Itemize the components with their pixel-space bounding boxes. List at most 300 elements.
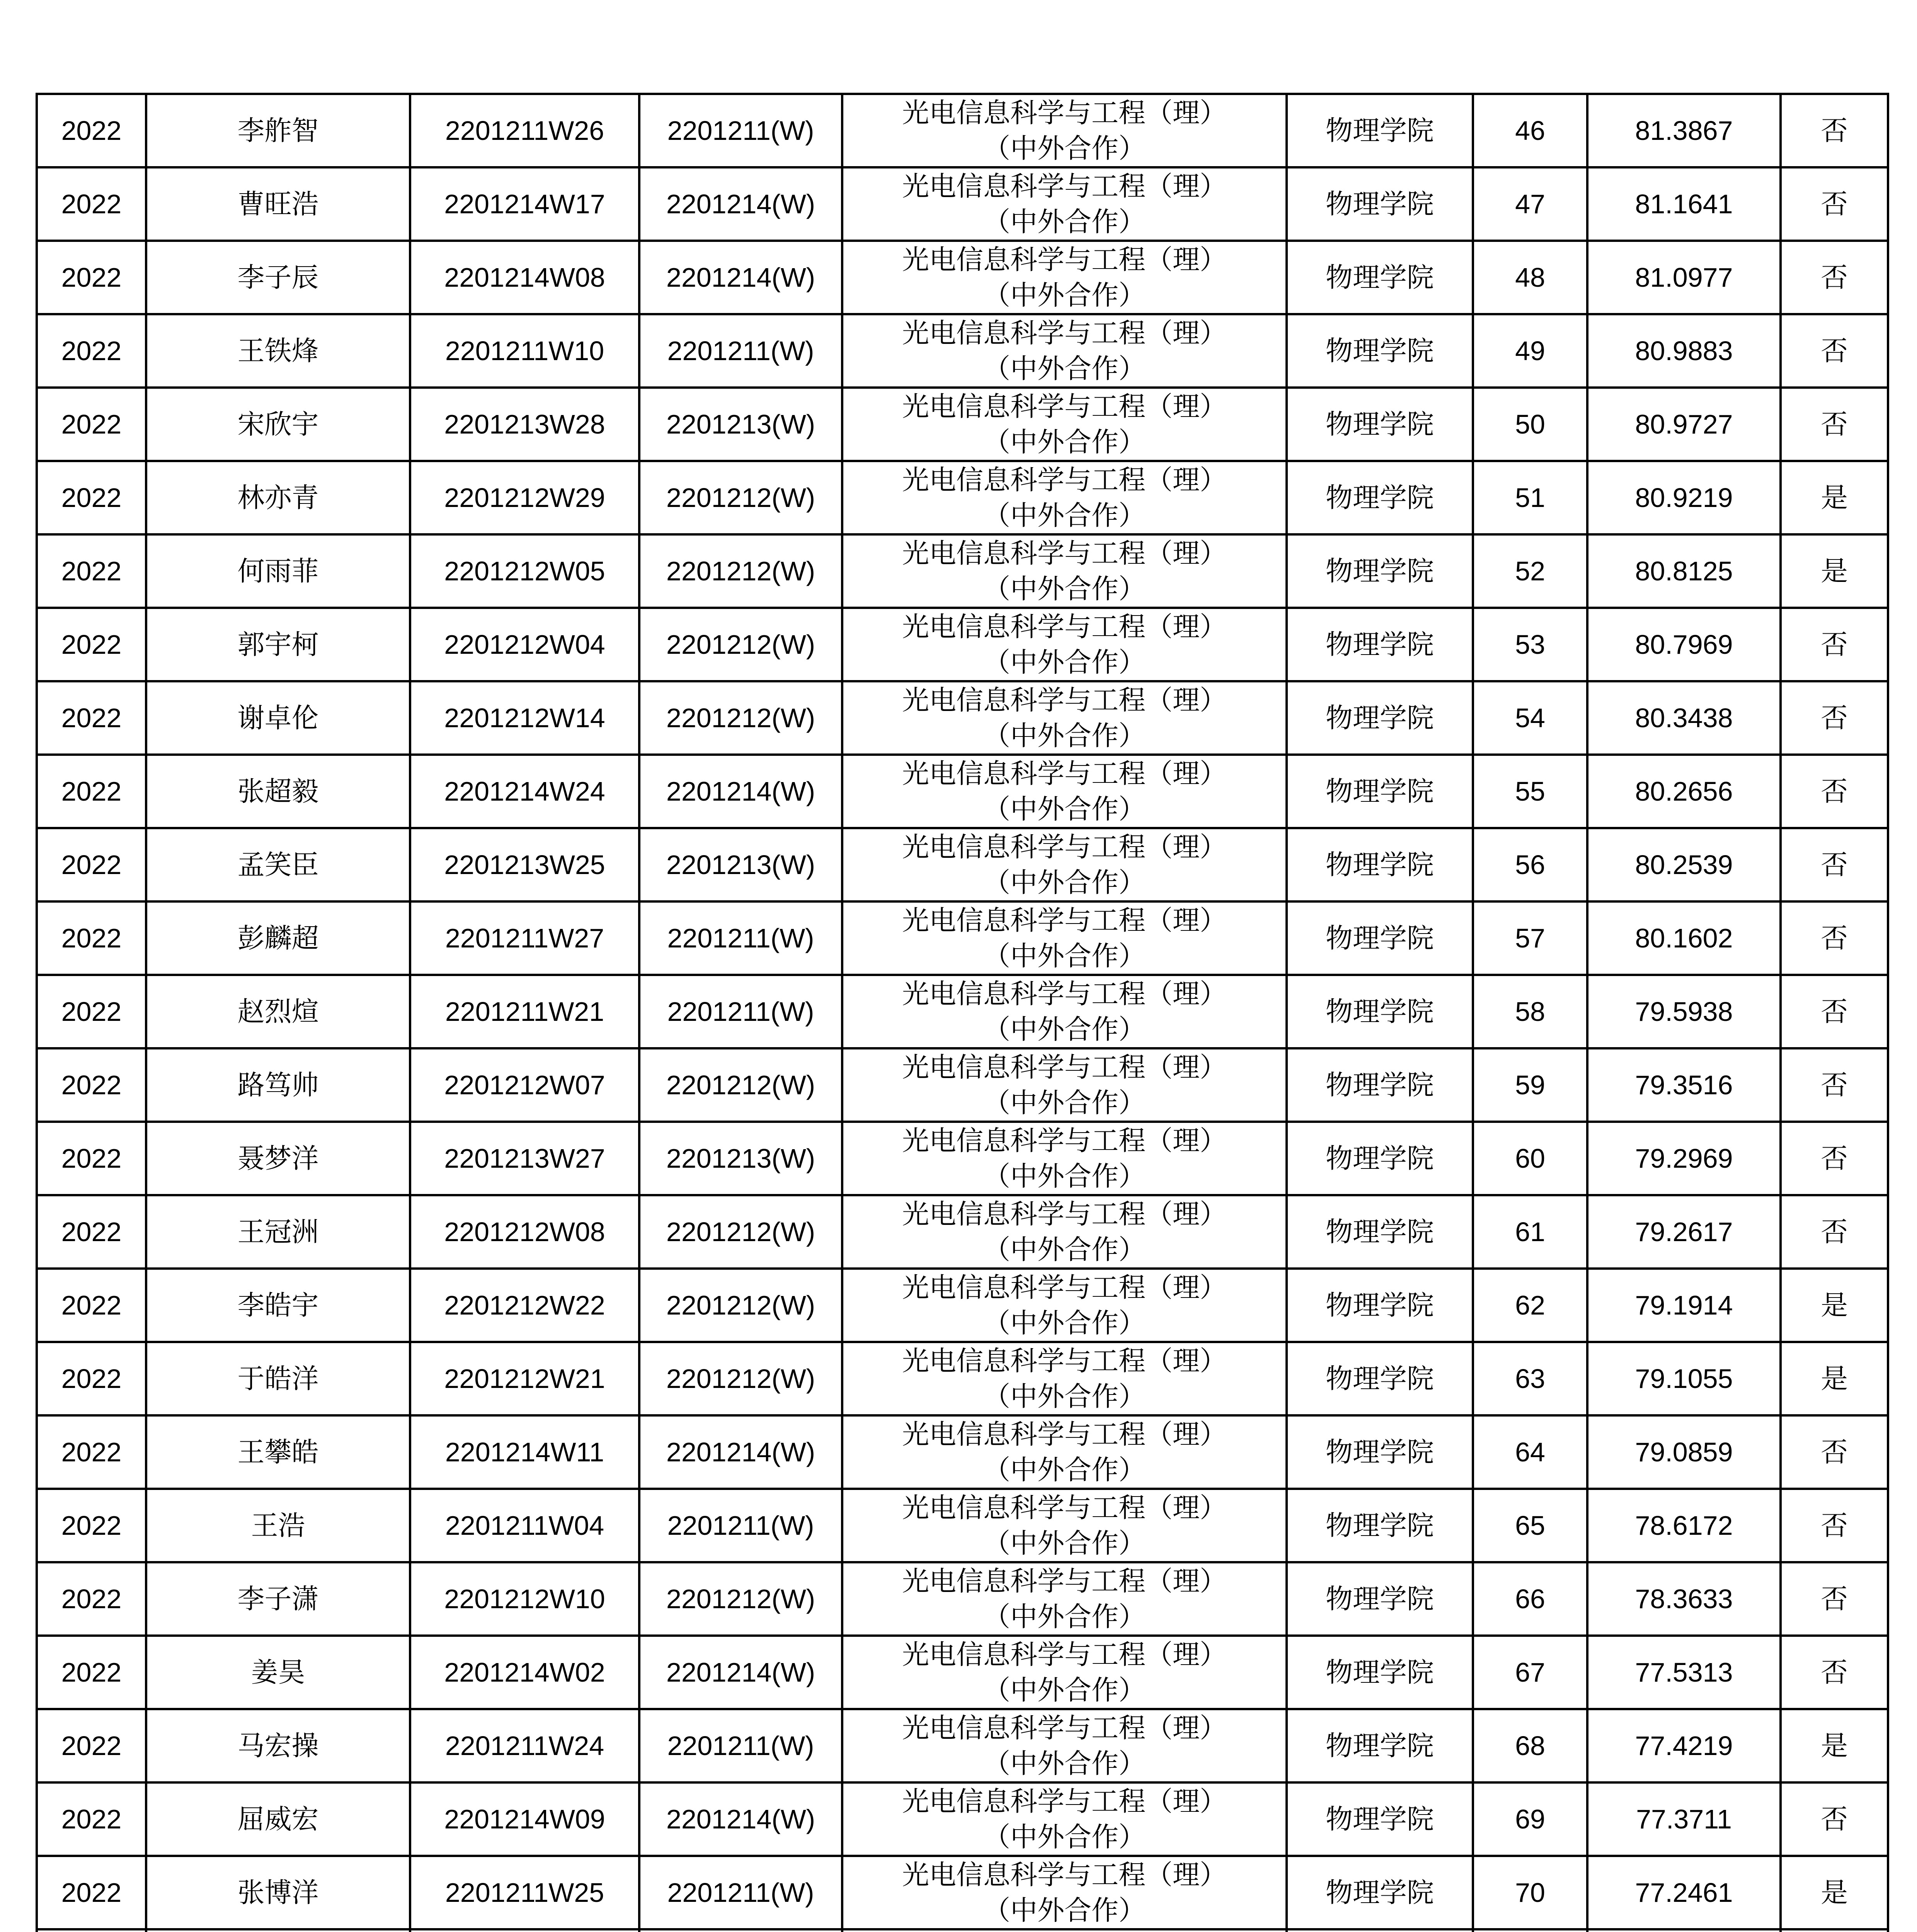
class-cell: 2201212(W) (639, 1048, 842, 1122)
year-cell: 2022 (37, 608, 146, 681)
major-line2: （中外合作） (983, 1601, 1146, 1633)
student-id-cell: 2201211W10 (410, 314, 639, 388)
score-cell: 79.3516 (1587, 1048, 1781, 1122)
year-cell: 2022 (37, 461, 146, 534)
major-cell (842, 1122, 1287, 1195)
major-cell (842, 1929, 1287, 1932)
major-line1: 光电信息科学与工程（理） (902, 537, 1227, 569)
table-row (37, 975, 1888, 1048)
major-line2: （中外合作） (983, 1160, 1146, 1192)
table-row (37, 388, 1888, 461)
student-name-cell: 姜昊 (146, 1636, 410, 1709)
student-name-cell: 郭宇柯 (146, 608, 410, 681)
major-cell (842, 828, 1287, 901)
major-line2: （中外合作） (983, 1381, 1146, 1412)
major-line2: （中外合作） (983, 646, 1146, 678)
score-cell: 80.2656 (1587, 755, 1781, 828)
rank-cell: 58 (1473, 975, 1587, 1048)
major-line1: 光电信息科学与工程（理） (902, 1051, 1227, 1083)
score-cell: 79.2969 (1587, 1122, 1781, 1195)
college-cell: 物理学院 (1287, 1048, 1473, 1122)
rank-cell: 49 (1473, 314, 1587, 388)
major-line1: 光电信息科学与工程（理） (902, 1345, 1227, 1377)
year-cell: 2022 (37, 901, 146, 975)
major-line1: 光电信息科学与工程（理） (902, 1492, 1227, 1524)
table-row (37, 1269, 1888, 1342)
major-cell (842, 1636, 1287, 1709)
student-name-cell: 王冠洲 (146, 1195, 410, 1269)
student-id-cell: 2201212W10 (410, 1562, 639, 1636)
student-id-cell: 2201212W04 (410, 608, 639, 681)
major-line1: 光电信息科学与工程（理） (902, 978, 1227, 1010)
college-cell: 物理学院 (1287, 167, 1473, 241)
class-cell: 2201214(W) (639, 1636, 842, 1709)
year-cell: 2022 (37, 534, 146, 608)
year-cell: 2022 (37, 1856, 146, 1929)
student-id-cell: 2201214W08 (410, 241, 639, 314)
year-cell: 2022 (37, 94, 146, 167)
major-cell (842, 1342, 1287, 1415)
major-cell (842, 1269, 1287, 1342)
year-cell: 2022 (37, 1269, 146, 1342)
rank-cell: 68 (1473, 1709, 1587, 1782)
class-cell: 2201213(W) (639, 1122, 842, 1195)
rank-cell: 67 (1473, 1636, 1587, 1709)
score-cell: 79.1055 (1587, 1342, 1781, 1415)
year-cell: 2022 (37, 1415, 146, 1489)
flag-cell: 是 (1781, 1856, 1888, 1929)
student-id-cell: 2201214W17 (410, 167, 639, 241)
student-id-cell: 2201213W27 (410, 1122, 639, 1195)
major-line2: （中外合作） (983, 720, 1146, 752)
year-cell: 2022 (37, 1709, 146, 1782)
flag-cell: 否 (1781, 94, 1888, 167)
student-name-cell: 李子辰 (146, 241, 410, 314)
score-cell: 77.2461 (1587, 1856, 1781, 1929)
college-cell: 物理学院 (1287, 1636, 1473, 1709)
student-id-cell: 2201212W05 (410, 534, 639, 608)
flag-cell: 否 (1781, 975, 1888, 1048)
table-row (37, 1929, 1888, 1932)
score-cell (1587, 1929, 1781, 1932)
score-cell: 79.0859 (1587, 1415, 1781, 1489)
major-line1: 光电信息科学与工程（理） (902, 464, 1227, 496)
major-line2: （中外合作） (983, 1087, 1146, 1119)
table-row (37, 167, 1888, 241)
college-cell: 物理学院 (1287, 94, 1473, 167)
college-cell: 物理学院 (1287, 681, 1473, 755)
major-cell (842, 167, 1287, 241)
table-row (37, 241, 1888, 314)
college-cell: 物理学院 (1287, 241, 1473, 314)
year-cell: 2022 (37, 1562, 146, 1636)
score-cell: 81.3867 (1587, 94, 1781, 167)
major-line1: 光电信息科学与工程（理） (902, 1125, 1227, 1156)
flag-cell: 否 (1781, 1415, 1888, 1489)
major-line1: 光电信息科学与工程（理） (902, 1565, 1227, 1597)
major-line2: （中外合作） (983, 1748, 1146, 1779)
class-cell: 2201214(W) (639, 755, 842, 828)
college-cell: 物理学院 (1287, 828, 1473, 901)
rank-cell: 64 (1473, 1415, 1587, 1489)
student-id-cell: 2201214W02 (410, 1636, 639, 1709)
score-cell: 77.4219 (1587, 1709, 1781, 1782)
score-cell: 78.3633 (1587, 1562, 1781, 1636)
major-line2: （中外合作） (983, 1307, 1146, 1339)
flag-cell: 是 (1781, 534, 1888, 608)
major-line1: 光电信息科学与工程（理） (902, 97, 1227, 129)
student-name-cell: 李子潇 (146, 1562, 410, 1636)
rank-cell: 60 (1473, 1122, 1587, 1195)
class-cell: 2201211(W) (639, 1856, 842, 1929)
college-cell: 物理学院 (1287, 1856, 1473, 1929)
major-cell (842, 461, 1287, 534)
rank-cell: 52 (1473, 534, 1587, 608)
class-cell: 2201211(W) (639, 1709, 842, 1782)
class-cell: 2201212(W) (639, 1562, 842, 1636)
major-line2: （中外合作） (983, 940, 1146, 972)
flag-cell: 否 (1781, 828, 1888, 901)
table-row (37, 828, 1888, 901)
major-cell (842, 901, 1287, 975)
flag-cell (1781, 1929, 1888, 1932)
table-row (37, 1562, 1888, 1636)
rank-cell: 69 (1473, 1782, 1587, 1856)
major-cell (842, 1562, 1287, 1636)
rank-cell: 48 (1473, 241, 1587, 314)
flag-cell: 否 (1781, 388, 1888, 461)
major-line1: 光电信息科学与工程（理） (902, 317, 1227, 349)
table-row (37, 461, 1888, 534)
student-id-cell: 2201211W21 (410, 975, 639, 1048)
major-cell (842, 608, 1287, 681)
year-cell: 2022 (37, 975, 146, 1048)
major-line2: （中外合作） (983, 500, 1146, 531)
major-line2: （中外合作） (983, 793, 1146, 825)
flag-cell: 否 (1781, 681, 1888, 755)
student-name-cell: 聂梦洋 (146, 1122, 410, 1195)
class-cell: 2201213(W) (639, 828, 842, 901)
college-cell: 物理学院 (1287, 1342, 1473, 1415)
score-cell: 79.5938 (1587, 975, 1781, 1048)
major-line1: 光电信息科学与工程（理） (902, 758, 1227, 789)
table-row (37, 608, 1888, 681)
student-id-cell: 2201212W07 (410, 1048, 639, 1122)
major-line2: （中外合作） (983, 1014, 1146, 1045)
major-line1: 光电信息科学与工程（理） (902, 684, 1227, 716)
flag-cell: 否 (1781, 1195, 1888, 1269)
flag-cell: 否 (1781, 901, 1888, 975)
year-cell (37, 1929, 146, 1932)
student-name-cell: 宋欣宇 (146, 388, 410, 461)
year-cell: 2022 (37, 681, 146, 755)
table-row (37, 1856, 1888, 1929)
flag-cell: 是 (1781, 1342, 1888, 1415)
student-name-cell: 路笃帅 (146, 1048, 410, 1122)
student-id-cell: 2201212W08 (410, 1195, 639, 1269)
class-cell: 2201211(W) (639, 314, 842, 388)
major-line1: 光电信息科学与工程（理） (902, 244, 1227, 276)
class-cell: 2201211(W) (639, 901, 842, 975)
score-cell: 77.3711 (1587, 1782, 1781, 1856)
rank-cell: 66 (1473, 1562, 1587, 1636)
table-row (37, 1709, 1888, 1782)
student-id-cell: 2201213W25 (410, 828, 639, 901)
student-id-cell: 2201212W21 (410, 1342, 639, 1415)
score-cell: 77.5313 (1587, 1636, 1781, 1709)
table-row (37, 94, 1888, 167)
rank-cell: 62 (1473, 1269, 1587, 1342)
major-cell (842, 534, 1287, 608)
rank-cell: 53 (1473, 608, 1587, 681)
college-cell: 物理学院 (1287, 755, 1473, 828)
major-cell (842, 1195, 1287, 1269)
student-name-cell: 林亦青 (146, 461, 410, 534)
student-name-cell: 王浩 (146, 1489, 410, 1562)
major-cell (842, 314, 1287, 388)
year-cell: 2022 (37, 314, 146, 388)
college-cell: 物理学院 (1287, 1122, 1473, 1195)
rank-cell: 65 (1473, 1489, 1587, 1562)
college-cell: 物理学院 (1287, 608, 1473, 681)
year-cell: 2022 (37, 1636, 146, 1709)
score-cell: 80.2539 (1587, 828, 1781, 901)
flag-cell: 否 (1781, 755, 1888, 828)
class-cell: 2201214(W) (639, 167, 842, 241)
student-name-cell: 赵烈煊 (146, 975, 410, 1048)
student-name-cell: 屈威宏 (146, 1782, 410, 1856)
year-cell: 2022 (37, 1048, 146, 1122)
major-line2: （中外合作） (983, 426, 1146, 458)
student-id-cell: 2201214W11 (410, 1415, 639, 1489)
student-name-cell: 马宏操 (146, 1709, 410, 1782)
college-cell: 物理学院 (1287, 1709, 1473, 1782)
rank-cell: 70 (1473, 1856, 1587, 1929)
table-row (37, 901, 1888, 975)
table-row (37, 1122, 1888, 1195)
major-cell (842, 681, 1287, 755)
flag-cell: 否 (1781, 1489, 1888, 1562)
score-cell: 80.3438 (1587, 681, 1781, 755)
major-line1: 光电信息科学与工程（理） (902, 611, 1227, 643)
major-line2: （中外合作） (983, 279, 1146, 311)
flag-cell: 是 (1781, 461, 1888, 534)
student-name-cell: 李皓宇 (146, 1269, 410, 1342)
score-cell: 80.9883 (1587, 314, 1781, 388)
rank-cell: 46 (1473, 94, 1587, 167)
college-cell: 物理学院 (1287, 1782, 1473, 1856)
major-cell (842, 388, 1287, 461)
student-name-cell: 何雨菲 (146, 534, 410, 608)
major-line1: 光电信息科学与工程（理） (902, 1712, 1227, 1744)
table-row (37, 314, 1888, 388)
flag-cell: 是 (1781, 1709, 1888, 1782)
rank-cell (1473, 1929, 1587, 1932)
table-row (37, 1636, 1888, 1709)
rank-cell: 57 (1473, 901, 1587, 975)
major-line2: （中外合作） (983, 867, 1146, 898)
major-cell (842, 94, 1287, 167)
flag-cell: 否 (1781, 167, 1888, 241)
major-line1: 光电信息科学与工程（理） (902, 391, 1227, 422)
class-cell: 2201211(W) (639, 94, 842, 167)
student-id-cell: 2201211W27 (410, 901, 639, 975)
major-line2: （中外合作） (983, 1234, 1146, 1265)
major-cell (842, 241, 1287, 314)
flag-cell: 否 (1781, 241, 1888, 314)
year-cell: 2022 (37, 1489, 146, 1562)
flag-cell: 否 (1781, 608, 1888, 681)
rank-cell: 61 (1473, 1195, 1587, 1269)
student-id-cell: 2201211W25 (410, 1856, 639, 1929)
college-cell: 物理学院 (1287, 975, 1473, 1048)
student-id-cell: 2201212W29 (410, 461, 639, 534)
year-cell: 2022 (37, 828, 146, 901)
college-cell: 物理学院 (1287, 388, 1473, 461)
class-cell: 2201212(W) (639, 534, 842, 608)
major-line1: 光电信息科学与工程（理） (902, 1786, 1227, 1817)
rank-cell: 50 (1473, 388, 1587, 461)
class-cell: 2201212(W) (639, 1195, 842, 1269)
class-cell: 2201211(W) (639, 1489, 842, 1562)
score-cell: 81.0977 (1587, 241, 1781, 314)
class-cell: 2201213(W) (639, 388, 842, 461)
score-cell: 80.8125 (1587, 534, 1781, 608)
student-name-cell: 张博洋 (146, 1856, 410, 1929)
major-line1: 光电信息科学与工程（理） (902, 1198, 1227, 1230)
college-cell: 物理学院 (1287, 1195, 1473, 1269)
student-name-cell: 李舴智 (146, 94, 410, 167)
student-id-cell: 2201211W04 (410, 1489, 639, 1562)
major-line2: （中外合作） (983, 206, 1146, 238)
score-cell: 79.2617 (1587, 1195, 1781, 1269)
flag-cell: 否 (1781, 1048, 1888, 1122)
college-cell: 物理学院 (1287, 1415, 1473, 1489)
table-row (37, 681, 1888, 755)
year-cell: 2022 (37, 1782, 146, 1856)
major-cell (842, 1782, 1287, 1856)
student-id-cell: 2201214W24 (410, 755, 639, 828)
score-cell: 78.6172 (1587, 1489, 1781, 1562)
major-line1: 光电信息科学与工程（理） (902, 1859, 1227, 1891)
student-id-cell: 2201211W26 (410, 94, 639, 167)
score-cell: 80.9219 (1587, 461, 1781, 534)
score-cell: 81.1641 (1587, 167, 1781, 241)
flag-cell: 否 (1781, 1782, 1888, 1856)
major-line1: 光电信息科学与工程（理） (902, 1418, 1227, 1450)
major-line2: （中外合作） (983, 1527, 1146, 1559)
year-cell: 2022 (37, 388, 146, 461)
college-cell: 物理学院 (1287, 1562, 1473, 1636)
score-cell: 80.1602 (1587, 901, 1781, 975)
major-line1 (843, 1930, 1285, 1932)
college-cell: 物理学院 (1287, 901, 1473, 975)
major-line1: 光电信息科学与工程（理） (902, 170, 1227, 202)
year-cell: 2022 (37, 241, 146, 314)
year-cell: 2022 (37, 1195, 146, 1269)
year-cell: 2022 (37, 755, 146, 828)
flag-cell: 否 (1781, 314, 1888, 388)
college-cell (1287, 1929, 1473, 1932)
major-cell (842, 1709, 1287, 1782)
rank-cell: 47 (1473, 167, 1587, 241)
rank-cell: 51 (1473, 461, 1587, 534)
class-cell: 2201212(W) (639, 681, 842, 755)
major-line1: 光电信息科学与工程（理） (902, 831, 1227, 863)
student-name-cell: 谢卓伦 (146, 681, 410, 755)
student-name-cell: 王铁烽 (146, 314, 410, 388)
score-cell: 80.9727 (1587, 388, 1781, 461)
student-name-cell: 于皓洋 (146, 1342, 410, 1415)
year-cell: 2022 (37, 167, 146, 241)
class-cell: 2201214(W) (639, 1415, 842, 1489)
flag-cell: 否 (1781, 1562, 1888, 1636)
year-cell: 2022 (37, 1122, 146, 1195)
student-name-cell: 彭麟超 (146, 901, 410, 975)
table-row (37, 755, 1888, 828)
class-cell: 2201212(W) (639, 608, 842, 681)
rank-cell: 59 (1473, 1048, 1587, 1122)
score-cell: 79.1914 (1587, 1269, 1781, 1342)
class-cell: 2201212(W) (639, 1342, 842, 1415)
class-cell: 2201212(W) (639, 461, 842, 534)
major-line2: （中外合作） (983, 1895, 1146, 1926)
class-cell: 2201214(W) (639, 241, 842, 314)
class-cell (639, 1929, 842, 1932)
table-row (37, 1048, 1888, 1122)
major-line2: （中外合作） (983, 1674, 1146, 1706)
rank-cell: 56 (1473, 828, 1587, 901)
rank-cell: 54 (1473, 681, 1587, 755)
flag-cell: 是 (1781, 1269, 1888, 1342)
student-name-cell: 王攀皓 (146, 1415, 410, 1489)
student-id-cell: 2201212W14 (410, 681, 639, 755)
college-cell: 物理学院 (1287, 314, 1473, 388)
table-row (37, 1342, 1888, 1415)
score-cell: 80.7969 (1587, 608, 1781, 681)
student-name-cell: 张超毅 (146, 755, 410, 828)
major-line2: （中外合作） (983, 353, 1146, 384)
table-row (37, 1415, 1888, 1489)
major-line2: （中外合作） (983, 1821, 1146, 1853)
flag-cell: 否 (1781, 1636, 1888, 1709)
student-id-cell (410, 1929, 639, 1932)
college-cell: 物理学院 (1287, 534, 1473, 608)
rank-cell: 63 (1473, 1342, 1587, 1415)
student-name-cell: 曹旺浩 (146, 167, 410, 241)
college-cell: 物理学院 (1287, 461, 1473, 534)
table-row (37, 1195, 1888, 1269)
student-name-cell: 孟笑臣 (146, 828, 410, 901)
student-id-cell: 2201213W28 (410, 388, 639, 461)
major-line1: 光电信息科学与工程（理） (902, 1639, 1227, 1670)
college-cell: 物理学院 (1287, 1489, 1473, 1562)
class-cell: 2201211(W) (639, 975, 842, 1048)
student-id-cell: 2201212W22 (410, 1269, 639, 1342)
major-cell (842, 1048, 1287, 1122)
major-cell (842, 1415, 1287, 1489)
student-name-cell (146, 1929, 410, 1932)
table-row (37, 1782, 1888, 1856)
major-cell (842, 1489, 1287, 1562)
major-line2: （中外合作） (983, 573, 1146, 605)
rank-cell: 55 (1473, 755, 1587, 828)
class-cell: 2201212(W) (639, 1269, 842, 1342)
class-cell: 2201214(W) (639, 1782, 842, 1856)
table-row (37, 1489, 1888, 1562)
year-cell: 2022 (37, 1342, 146, 1415)
student-id-cell: 2201211W24 (410, 1709, 639, 1782)
